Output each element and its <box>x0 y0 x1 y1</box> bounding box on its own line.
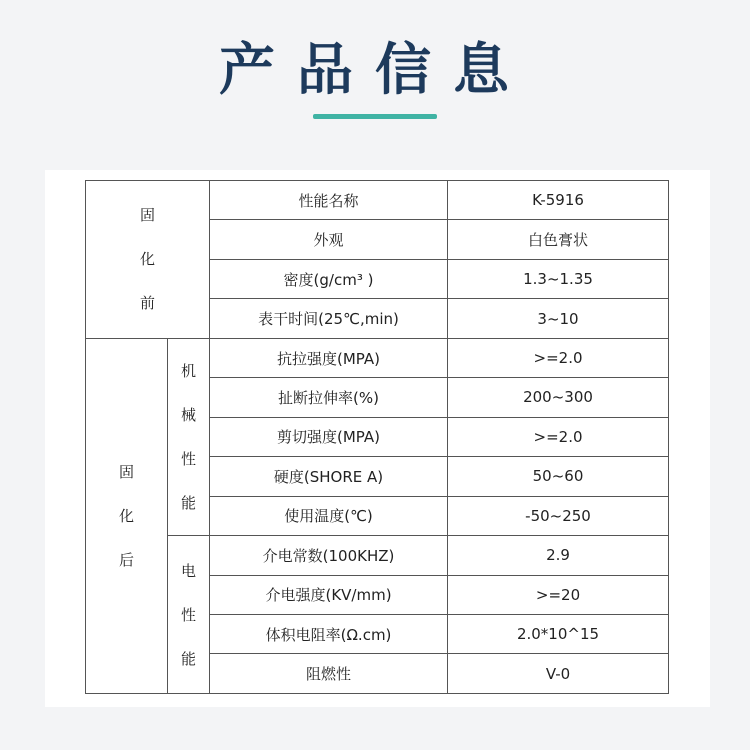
property-value: 200~300 <box>448 378 669 417</box>
group-before-char: 固 <box>140 206 156 225</box>
group-after-cure <box>86 338 168 693</box>
property-value: 白色膏状 <box>448 220 669 259</box>
table-row <box>86 181 669 220</box>
property-value: >=2.0 <box>448 338 669 377</box>
property-value: 2.9 <box>448 536 669 575</box>
property-value: 1.3~1.35 <box>448 259 669 298</box>
spec-table <box>85 180 669 694</box>
property-name: 介电常数(100KHZ) <box>210 536 448 575</box>
group-after-char: 固 <box>118 462 134 481</box>
spec-card <box>45 170 710 707</box>
subgroup-electrical <box>168 536 210 694</box>
property-name: 硬度(SHORE A) <box>210 457 448 496</box>
subgroup-electrical-char: 性 <box>181 605 197 624</box>
property-name: 性能名称 <box>210 181 448 220</box>
property-value: 2.0*10^15 <box>448 614 669 653</box>
subgroup-mechanical-char: 械 <box>181 405 197 424</box>
property-value: V-0 <box>448 654 669 694</box>
property-value: >=20 <box>448 575 669 614</box>
property-value: K-5916 <box>448 181 669 220</box>
subgroup-electrical-char: 能 <box>181 649 197 668</box>
property-name: 使用温度(℃) <box>210 496 448 535</box>
property-name: 外观 <box>210 220 448 259</box>
table-row <box>86 536 669 575</box>
property-name: 介电强度(KV/mm) <box>210 575 448 614</box>
page-title: 产品信息 <box>219 37 531 103</box>
group-before-char: 前 <box>140 294 156 313</box>
subgroup-mechanical-char: 能 <box>181 493 197 512</box>
property-value: >=2.0 <box>448 417 669 456</box>
group-after-char: 化 <box>118 506 134 525</box>
title-underline <box>313 114 437 119</box>
property-name: 剪切强度(MPA) <box>210 417 448 456</box>
property-name: 表干时间(25℃,min) <box>210 299 448 338</box>
property-name: 体积电阻率(Ω.cm) <box>210 614 448 653</box>
property-name: 抗拉强度(MPA) <box>210 338 448 377</box>
subgroup-mechanical <box>168 338 210 535</box>
subgroup-mechanical-char: 性 <box>181 449 197 468</box>
table-row <box>86 338 669 377</box>
property-name: 阻燃性 <box>210 654 448 694</box>
group-after-char: 后 <box>118 550 134 569</box>
group-before-cure <box>86 181 210 339</box>
subgroup-electrical-char: 电 <box>181 561 197 580</box>
property-value: 50~60 <box>448 457 669 496</box>
property-value: -50~250 <box>448 496 669 535</box>
property-name: 扯断拉伸率(%) <box>210 378 448 417</box>
property-value: 3~10 <box>448 299 669 338</box>
property-name: 密度(g/cm³ ) <box>210 259 448 298</box>
group-before-char: 化 <box>140 250 156 269</box>
subgroup-mechanical-char: 机 <box>181 361 197 380</box>
